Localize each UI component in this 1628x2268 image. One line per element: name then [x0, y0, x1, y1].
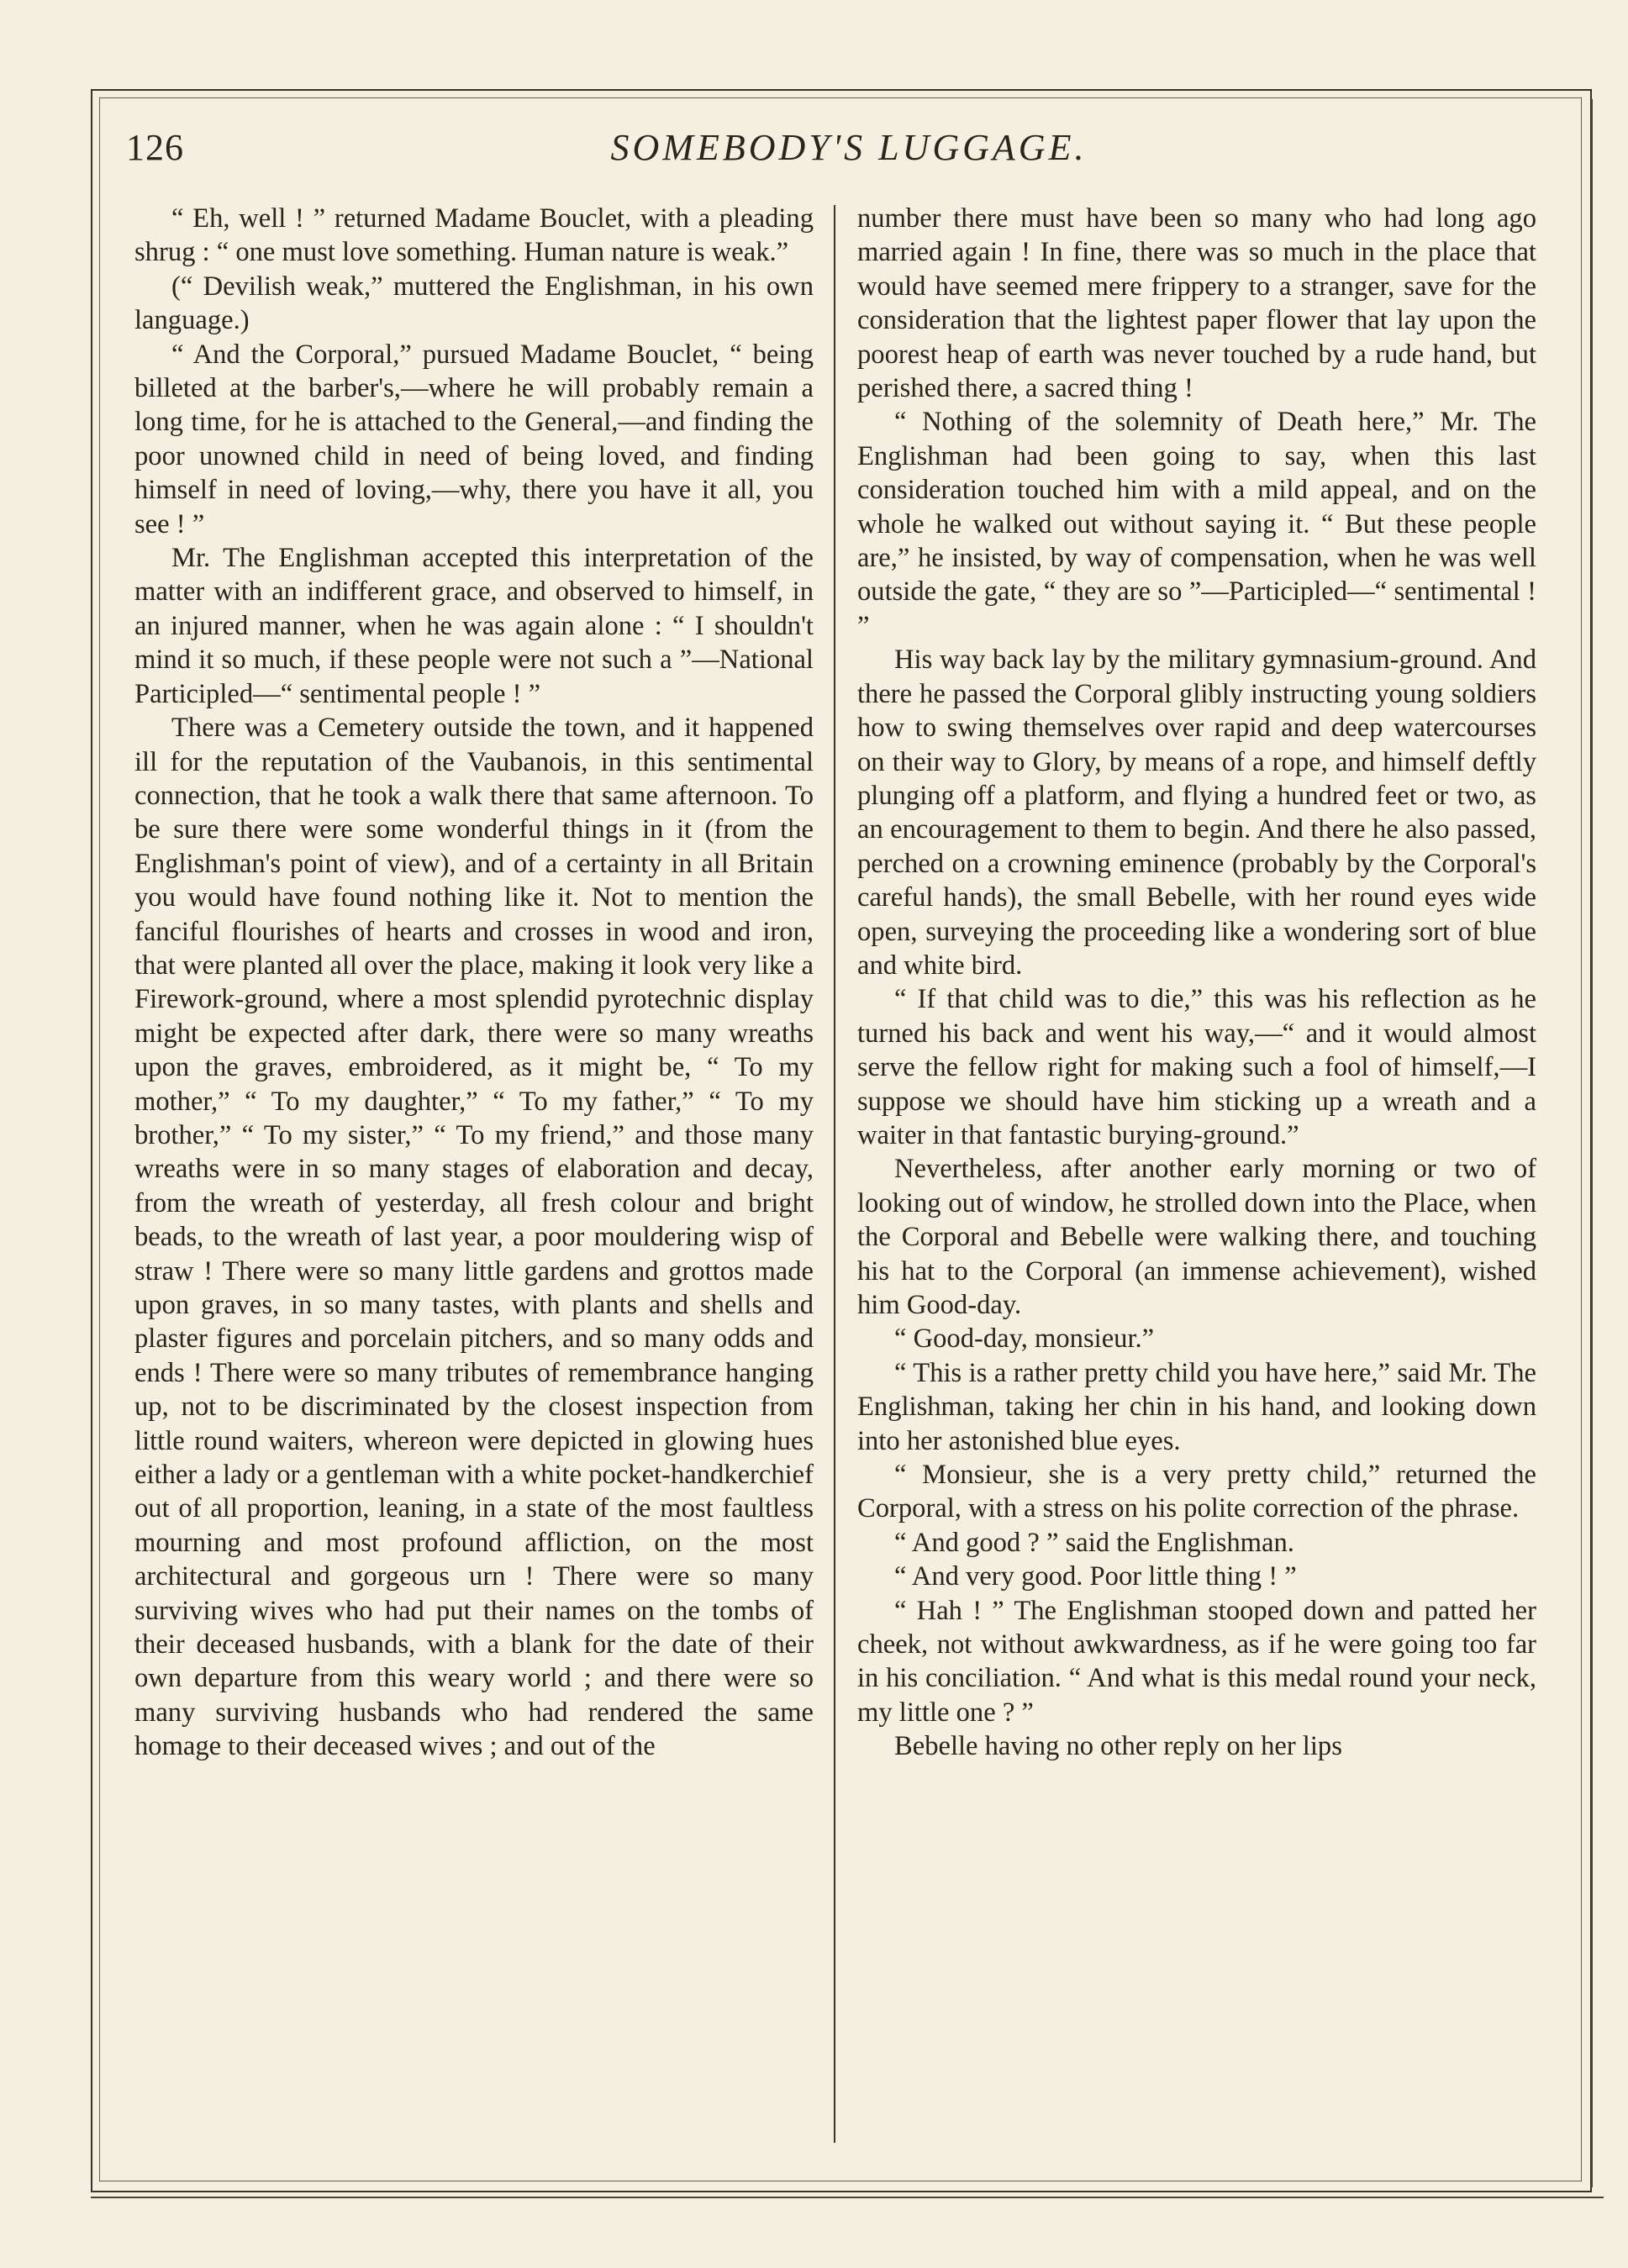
- paragraph: “ If that child was to die,” this was his reflection as he turned his back and went his way,—“ and it would almost serve the fellow right for making such a fool of himself,—I suppose we should have him sticking up a wreath and a waiter in that fantastic burying-ground.”: [857, 984, 1536, 1150]
- paragraph: “ Good-day, monsieur.”: [894, 1323, 1155, 1355]
- paragraph: “ And very good. Poor little thing ! ”: [894, 1561, 1297, 1592]
- left-column: [134, 202, 814, 1764]
- paragraph: “ And good ? ” said the Englishman.: [894, 1527, 1294, 1558]
- paragraph: Mr. The Englishman accepted this interpretation of the matter with an indifferent grace, and observed to himself, in an injured manner, when he was again alone : “ I shouldn't mind it so much, if these people were not such a ”—National Participled—“ sentimental people ! ”: [134, 543, 814, 709]
- paragraph: “ Eh, well ! ” returned Madame Bouclet, with a pleading shrug : “ one must love something. Human nature is weak.”: [134, 203, 814, 268]
- page-header: [126, 126, 1572, 176]
- paragraph: number there must have been so many who had long ago married again ! In fine, there was so much in the place that would have seemed mere frippery to a stranger, save for the consideration that the lightest paper flower that lay upon the poorest heap of earth was never touched by a rude hand, but perished there, a sacred thing !: [857, 203, 1536, 404]
- paragraph: His way back lay by the military gymnasium-ground. And there he passed the Corporal glibly instructing young soldiers how to swing themselves over rapid and deep watercourses on their way to Glory, by means of a rope, and himself deftly plunging off a platform, and flying a hundred feet or two, as an encouragement to them to begin. And there he also passed, perched on a crowning eminence (probably by the Corporal's careful hands), the small Bebelle, with her round eyes wide open, surveying the proceeding like a wondering sort of blue and white bird.: [857, 645, 1536, 981]
- paragraph: (“ Devilish weak,” muttered the Englishman, in his own language.): [134, 271, 814, 336]
- running-title: SOMEBODY'S LUGGAGE.: [610, 127, 1088, 168]
- right-edge-rule: [1591, 99, 1593, 2187]
- column-divider: [834, 205, 835, 2143]
- page-number: 126: [126, 127, 184, 168]
- paragraph: “ Hah ! ” The Englishman stooped down and patted her cheek, not without awkwardness, as if he were going too far in his conciliation. “ And what is this medal round your neck, my little one ? ”: [857, 1595, 1536, 1728]
- paragraph: “ And the Corporal,” pursued Madame Bouclet, “ being billeted at the barber's,—where he will probably remain a long time, for he is attached to the General,—and finding the poor unowned child in need of being loved, and finding himself in need of loving,—why, there you have it all, you see ! ”: [134, 339, 814, 539]
- paragraph: “ Monsieur, she is a very pretty child,” returned the Corporal, with a stress on his polite correction of the phrase.: [857, 1460, 1536, 1524]
- paragraph: “ Nothing of the solemnity of Death here,” Mr. The Englishman had been going to say, when this last consideration touched him with a mild appeal, and on the whole he walked out without saying it. “ But these people are,” he insisted, by way of compensation, when he was well outside the gate, “ they are so ”—Participled—“ sentimental ! ”: [857, 407, 1536, 641]
- bottom-rule: [91, 2197, 1604, 2198]
- paragraph: Bebelle having no other reply on her lips: [894, 1731, 1342, 1762]
- paragraph: There was a Cemetery outside the town, and it happened ill for the reputation of the Vaubanois, in this sentimental connection, that he took a walk there that same afternoon. To be sure there were some wonderful things in it (from the Englishman's point of view), and of a certainty in all Britain you would have found nothing like it. Not to mention the fanciful flourishes of hearts and crosses in wood and iron, that were planted all over the place, making it look very like a Firework-ground, where a most splendid pyrotechnic display might be expected after dark, there were so many wreaths upon the graves, embroidered, as it might be, “ To my mother,” “ To my daughter,” “ To my father,” “ To my brother,” “ To my sister,” “ To my friend,” and those many wreaths were in so many stages of elaboration and decay, from the wreath of yesterday, all fresh colour and bright beads, to the wreath of last year, a poor mouldering wisp of straw ! There were so many little gardens and grottos made upon graves, in so many tastes, with plants and shells and plaster figures and porcelain pitchers, and so many odds and ends ! There were so many tributes of remembrance hanging up, not to be discriminated by the closest inspection from little round waiters, whereon were depicted in glowing hues either a lady or a gentleman with a white pocket-handkerchief out of all proportion, leaning, in a state of the most faultless mourning and most profound affliction, on the most architectural and gorgeous urn ! There were so many surviving wives who had put their names on the tombs of their deceased husbands, with a blank for the date of their own departure from this weary world ; and there were so many surviving husbands who had rendered the same homage to their deceased wives ; and out of the: [134, 713, 814, 1762]
- paragraph: Nevertheless, after another early morning or two of looking out of window, he strolled down into the Place, when the Corporal and Bebelle were walking there, and touching his hat to the Corporal (an immense achievement), wished him Good-day.: [857, 1154, 1536, 1320]
- right-column: [857, 202, 1536, 1764]
- paragraph: “ This is a rather pretty child you have here,” said Mr. The Englishman, taking her chin in his hand, and looking down into her astonished blue eyes.: [857, 1357, 1536, 1456]
